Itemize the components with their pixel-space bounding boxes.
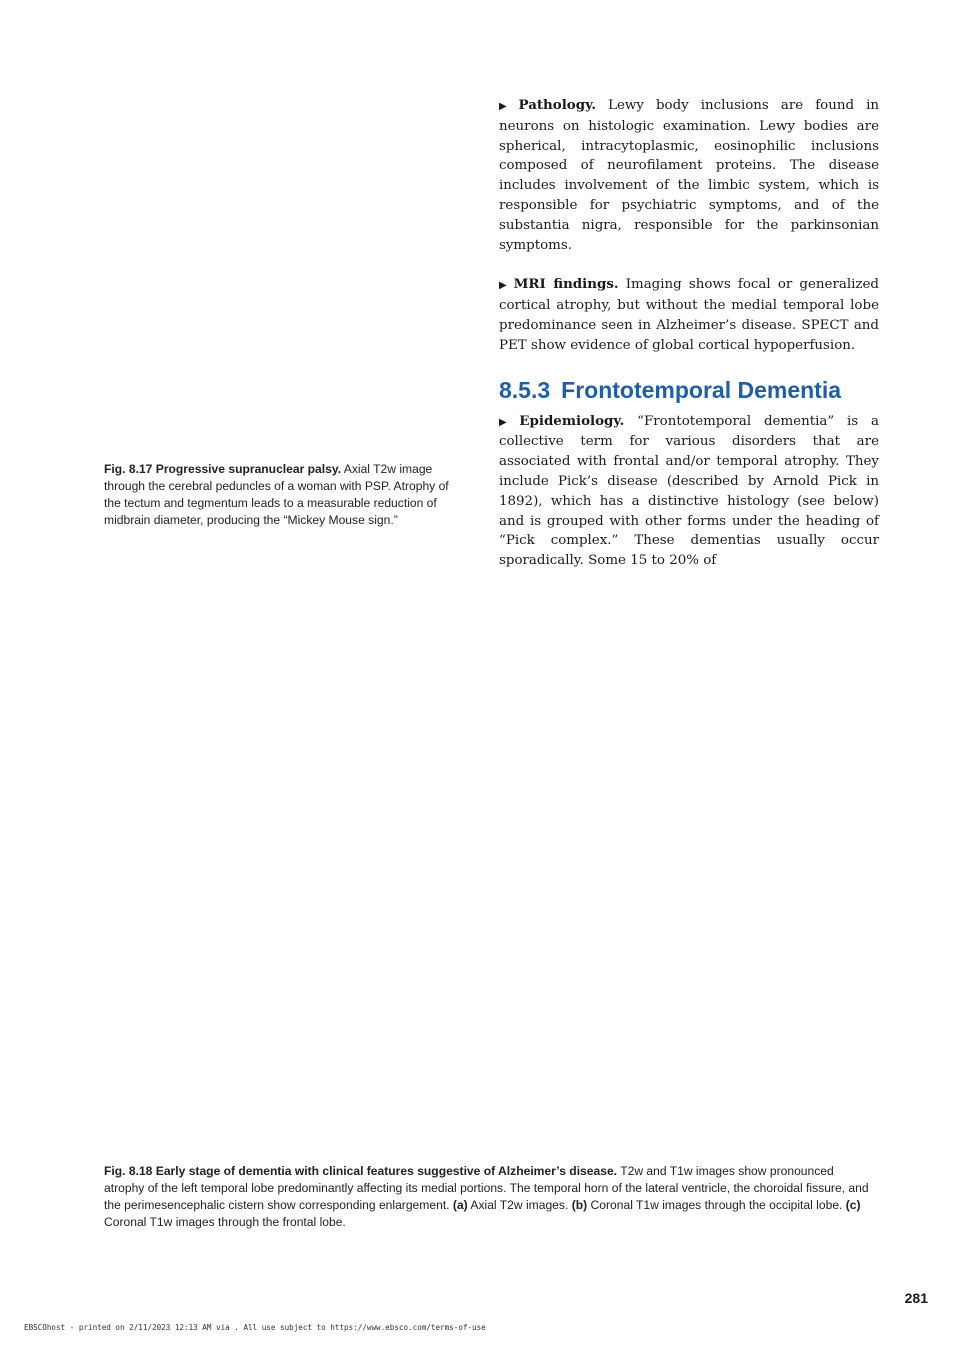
figure-8-17-caption [104,461,468,529]
figure-8-18-caption [104,1163,876,1231]
mri-findings-text: Imaging shows focal or generalized cortical atrophy, but without the medial temporal lobe predominance seen in Alzheimer’s disease. SPECT and PET show evidence of global cortical hypoperfusion. [499,277,879,353]
page-number: 281 [904,1290,928,1306]
figure-label: Fig. 8.18 Early stage of dementia with clinical features suggestive of Alzheimer’s disease. [104,1164,618,1178]
panel-b-label: (b) [571,1198,588,1212]
panel-a-label: (a) [452,1198,468,1212]
figure-caption-text: T2w and T1w images show pronounced atrophy of the left temporal lobe predominantly affecting its medial portions. The temporal horn of the lateral ventricle, the choroidal fissure, and the perimesencephalic cistern show corresponding enlargement. [104,1164,869,1212]
triangle-bullet-icon: ▶ [499,416,516,428]
panel-b-text: Coronal T1w images through the occipital lobe. [590,1198,843,1212]
main-text-column [499,96,879,571]
pathology-text: Lewy body inclusions are found in neurons on histologic examination. Lewy bodies are spherical, intracytoplasmic, eosinophilic inclusions composed of neurofilament proteins. The disease includes involvement of the limbic system, which is responsible for psychiatric symptoms, and of the substantia nigra, responsible for the parkinsonian symptoms. [499,98,879,253]
epidemiology-lead: Epidemiology. [519,412,625,429]
figure-caption-text: Axial T2w image through the cerebral peduncles of a woman with PSP. Atrophy of the tectum and tegmentum leads to a measurable reduction of midbrain diameter, producing the “Mickey Mouse sign.” [104,462,449,527]
footer-notice: EBSCOhost - printed on 2/11/2023 12:13 AM via . All use subject to https://www.ebsco.com/terms-of-use [24,1323,486,1332]
pathology-paragraph [499,96,879,255]
epidemiology-text: “Frontotemporal dementia” is a collective term for various disorders that are associated with frontal and/or temporal atrophy. They include Pick’s disease (described by Arnold Pick in 1892), which has a distinctive histology (see below) and is grouped with other forms under the heading of “Pick complex.” These dementias usually occur sporadically. Some 15 to 20% of [499,413,879,569]
triangle-bullet-icon: ▶ [499,101,515,112]
mri-findings-lead: MRI findings. [513,276,619,293]
triangle-bullet-icon: ▶ [499,280,510,292]
panel-a-text: Axial T2w images. [470,1198,569,1212]
section-title: Frontotemporal Dementia [561,376,842,403]
mri-findings-paragraph [499,275,879,355]
epidemiology-paragraph [499,412,879,571]
section-heading [499,376,879,404]
panel-c-text: Coronal T1w images through the frontal lobe. [104,1215,346,1229]
section-number: 8.5.3 [499,376,551,403]
pathology-lead: Pathology. [518,97,597,113]
figure-label: Fig. 8.17 Progressive supranuclear palsy. [104,462,342,476]
panel-c-label: (c) [845,1198,861,1212]
